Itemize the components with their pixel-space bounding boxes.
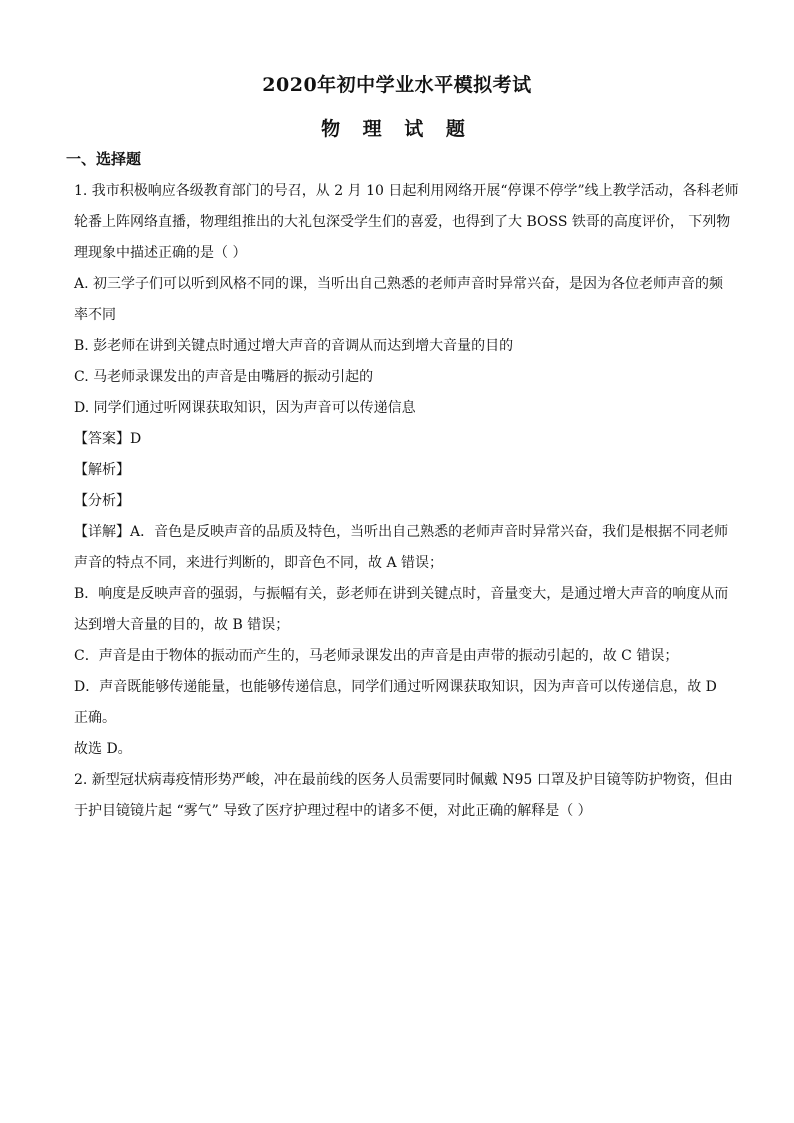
analysis-label: 【解析】	[74, 462, 130, 478]
exam-subtitle: 物 理 试 题	[321, 118, 473, 140]
text-line: 正确。	[74, 710, 116, 726]
text-line: C. 马老师录课发出的声音是由嘴唇的振动引起的	[74, 369, 374, 385]
text-line: 故选 D。	[74, 741, 132, 757]
section-heading: 一、选择题	[66, 150, 142, 168]
text-line: D．声音既能够传递能量，也能够传递信息，同学们通过听网课获取知识，因为声音可以传递信息，故 D	[74, 679, 717, 695]
analysis-sub-label: 【分析】	[74, 493, 130, 509]
text-line: B. 彭老师在讲到关键点时通过增大声音的音调从而达到增大音量的目的	[74, 338, 514, 354]
text-line: 于护目镜镜片起 “雾气” 导致了医疗护理过程中的诸多不便，对此正确的解释是（ ）	[74, 803, 592, 819]
answer-label: 【答案】D	[74, 431, 142, 447]
text-line: 声音的特点不同，来进行判断的，即音色不同，故 A 错误；	[74, 555, 444, 571]
text-line: 2. 新型冠状病毒疫情形势严峻，冲在最前线的医务人员需要同时佩戴 N95 口罩及护目镜等防护物资，但由	[74, 772, 733, 788]
text-line: C．声音是由于物体的振动而产生的，马老师录课发出的声音是由声带的振动引起的，故 C 错误；	[74, 648, 679, 664]
text-line: 理现象中描述正确的是（ ）	[74, 245, 247, 261]
question-content	[74, 176, 739, 827]
text-line: 率不同	[74, 307, 116, 323]
text-line: 1. 我市积极响应各级教育部门的号召，从 2 月 10 日起利用网络开展“停课不停学”线上教学活动，各科老师	[74, 183, 739, 199]
text-line: 轮番上阵网络直播，物理组推出的大礼包深受学生们的喜爱，也得到了大 BOSS 铁哥的高度评价， 下列物	[74, 214, 731, 230]
text-line: A. 初三学子们可以听到风格不同的课，当听出自己熟悉的老师声音时异常兴奋，是因为各位老师声音的频	[74, 276, 724, 292]
text-line: 【详解】A．音色是反映声音的品质及特色，当听出自己熟悉的老师声音时异常兴奋，我们是根据不同老师	[74, 524, 729, 540]
text-line: B．响度是反映声音的强弱，与振幅有关，彭老师在讲到关键点时，音量变大，是通过增大声音的响度从而	[74, 586, 729, 602]
text-line: D. 同学们通过听网课获取知识，因为声音可以传递信息	[74, 400, 416, 416]
text-line: 达到增大音量的目的，故 B 错误；	[74, 617, 290, 633]
exam-title: 2020年初中学业水平模拟考试	[262, 74, 532, 96]
